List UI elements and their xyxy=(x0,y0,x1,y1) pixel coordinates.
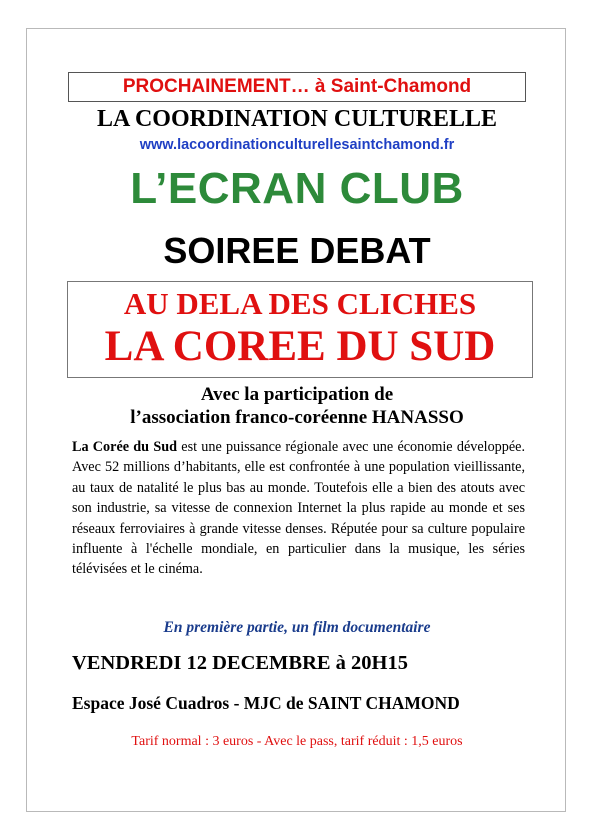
event-date: VENDREDI 12 DECEMBRE à 20H15 xyxy=(72,652,408,674)
description-paragraph xyxy=(72,437,525,580)
participation-line2: l’association franco-coréenne HANASSO xyxy=(130,407,464,428)
club-name: L’ECRAN CLUB xyxy=(130,164,464,213)
ticket-price: Tarif normal : 3 euros - Avec le pass, tarif réduit : 1,5 euros xyxy=(131,734,463,749)
event-venue: Espace José Cuadros - MJC de SAINT CHAMOND xyxy=(72,693,460,713)
participation-line1: Avec la participation de xyxy=(200,384,394,405)
event-title-line2: LA COREE DU SUD xyxy=(104,323,496,370)
event-title-line1: AU DELA DES CLICHES xyxy=(123,286,477,321)
organization-name: LA COORDINATION CULTURELLE xyxy=(96,106,498,132)
upcoming-banner xyxy=(68,72,526,102)
website-link[interactable]: www.lacoordinationculturellesaintchamond.fr xyxy=(139,137,455,153)
description-lead: La Corée du Sud xyxy=(72,439,178,455)
event-type: SOIREE DEBAT xyxy=(163,230,431,271)
film-note: En première partie, un film documentaire xyxy=(163,619,431,636)
event-title-box xyxy=(67,281,533,378)
upcoming-text: PROCHAINEMENT… à Saint-Chamond xyxy=(122,76,472,97)
description-body: est une puissance régionale avec une économie développée. Avec 52 millions d’habitants, elle est confrontée à une population vieillissante, au taux de natalité le plus bas au monde. Toutefois elle a bien des atouts avec son industrie, sa vitesse de connexion Internet la plus rapide au monde et ses réseaux ferroviaires à grande vitesse denses. Réputée pour sa culture populaire influente à l'échelle mondiale, en particulier dans la musique, les séries télévisées et le cinéma. xyxy=(72,439,525,578)
